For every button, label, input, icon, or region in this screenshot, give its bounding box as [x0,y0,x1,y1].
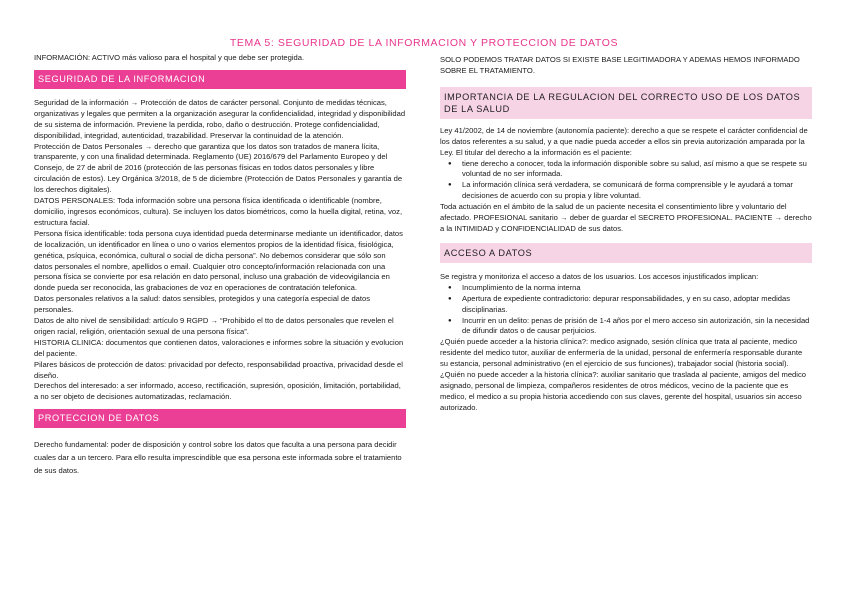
list-item: ● La información clínica será verdadera, se comunicará de forma comprensible y le ayudará a tomar decisiones de acuerdo con su propia y libre voluntad. [462,180,812,202]
page-title: TEMA 5: SEGURIDAD DE LA INFORMACION Y PROTECCION DE DATOS [229,37,619,49]
importancia-body [440,126,812,235]
section-heading-importancia: IMPORTANCIA DE LA REGULACION DEL CORRECTO USO DE LOS DATOS DE LA SALUD [440,87,812,119]
paragraph: ¿Quién no puede acceder a la historia clínica?: auxiliar sanitario que traslada al paciente, amigos del medico asignado, personal de limpieza, compañeros residentes de otros médicos, vecino de la paciente que es medico, el medico a su propia historia accediendo con sus claves, gerente del hospital, usuarios sin acceso autorizado. [440,370,806,412]
left-column [34,53,406,477]
bullet-list [440,283,812,338]
seguridad-body [34,98,406,403]
proteccion-paragraph: Derecho fundamental: poder de disposición y control sobre los datos que faculta a una persona para decidir cuales dar a un tercero. Para ello resulta imprescindible que esa persona este informada sobre el tratamiento de sus datos. [34,440,402,476]
paragraph: Se registra y monitoriza el acceso a datos de los usuarios. Los accesos injustificados implican: [440,271,759,281]
section-heading-proteccion: PROTECCION DE DATOS [34,409,406,428]
paragraph: Datos de alto nivel de sensibilidad: artículo 9 RGPD → “Prohibido el tto de datos personales que revelen el origen racial, religión, orientación sexual de una persona física”. [34,316,394,336]
section-heading-seguridad: SEGURIDAD DE LA INFORMACION [34,70,406,89]
list-item: ● Apertura de expediente contradictorio: depurar responsabilidades, y en su caso, adoptar medidas disciplinarias. [462,294,812,316]
intro-text: SOLO PODEMOS TRATAR DATOS SI EXISTE BASE LEGITIMADORA Y ADEMAS HEMOS INFORMADO SOBRE EL TRATAMIENTO. [440,55,800,75]
acceso-body [440,272,812,414]
right-column [440,55,812,414]
paragraph: Toda actuación en el ámbito de la salud de un paciente necesita el consentimiento libre y voluntario del afectado. PROFESIONAL sanitario → deber de guardar el SECRETO PROFESIONAL. PACIENTE → derecho a la INTIMIDAD y CONFIDENCIALIDAD de sus datos. [440,202,812,233]
section-heading-acceso: ACCESO A DATOS [440,243,812,263]
list-item: ● Incurrir en un delito: penas de prisión de 1-4 años por el mero acceso sin autorización, sin la necesidad de difundir datos o de causar perjuicios. [462,316,812,338]
paragraph: Ley 41/2002, de 14 de noviembre (autonomía paciente): derecho a que se respete el carácter confidencial de los datos referentes a su salud, y a que nadie pueda acceder a ellos sin previa autorización amparada por la Ley. El titular del derecho a la información es el paciente: [440,125,808,157]
list-item: ● tiene derecho a conocer, toda la información disponible sobre su salud, así mismo a que se respete su voluntad de no ser informada. [462,159,812,181]
paragraph: Protección de Datos Personales → derecho que garantiza que los datos son tratados de manera lícita, transparente, y con una finalidad determinada. Reglamento (UE) 2016/679 del Parlamento Europeo y del Consejo, de 27 de abril de 2016 (protección de las personas físicas en todos datos personales y libre circulación de estos). Ley Orgánica 3/2018, de 5 de diciembre (Protección de Datos Personales y garantía de los derechos digitales). [34,141,403,195]
paragraph: ¿Quién puede acceder a la historia clínica?: medico asignado, sesión clínica que trata al paciente, medico residente del medico tutor, auxiliar de enfermería de la unidad, personal de enfermería responsable durante su estancia, personal administrativo (en el ejercicio de sus funciones), trabajador social (historia social). [440,337,803,369]
paragraph: HISTORIA CLINICA: documentos que contienen datos, valoraciones e informes sobre la situación y evolucion del paciente. [34,337,404,358]
paragraph: Seguridad de la información → Protección de datos de carácter personal. Conjunto de medidas técnicas, organizativas y legales que permiten a la organización asegurar la confidencialidad, integridad y disponibilidad de su sistema de información. Previene la perdida, robo, daño o destrucción. Protege confidencialidad, disponibilidad, integridad, autenticidad, trazabilidad. Preservar la continuidad de la atención. [34,97,406,140]
paragraph: Datos personales relativos a la salud: datos sensibles, protegidos y una categoría especial de datos personales. [34,294,371,315]
list-item: ● Incumplimiento de la norma interna [462,283,812,294]
bullet-list [440,159,812,203]
paragraph: DATOS PERSONALES: Toda información sobre una persona física identificada o identificable (nombre, domicilio, ingresos económicos, cultura). Se incluyen los datos biométricos, como la huella digital, retina, voz, estructura facial. [34,196,403,227]
intro-text: INFORMACIÓN: ACTIVO más valioso para el hospital y que debe ser protegida. [34,53,305,62]
paragraph: Derechos del interesado: a ser informado, acceso, rectificación, supresión, oposición, limitación, portabilidad, a no ser objeto de decisiones automatizadas, reclamación. [34,381,401,402]
paragraph: Pilares básicos de protección de datos: privacidad por defecto, responsabilidad proactiva, privacidad desde el diseño. [34,359,403,380]
paragraph: Persona física identificable: toda persona cuya identidad pueda determinarse mediante un identificador, datos de localización, un identificador en línea o uno o varios elementos propios de la identidad física, fisiológica, genética, psíquica, económica, cultural o social de dicha persona”. No debemos considerar que sólo son datos personales el nombre, apellidos o email. Cualquier otro concepto/información relacionada con una persona física se convierte por esa relación en dato personal, incluso una grabación de videovigilancia en donde pueda ser reconocida, las grabaciones de voz en operaciones de contratación telefonica. [34,228,403,293]
